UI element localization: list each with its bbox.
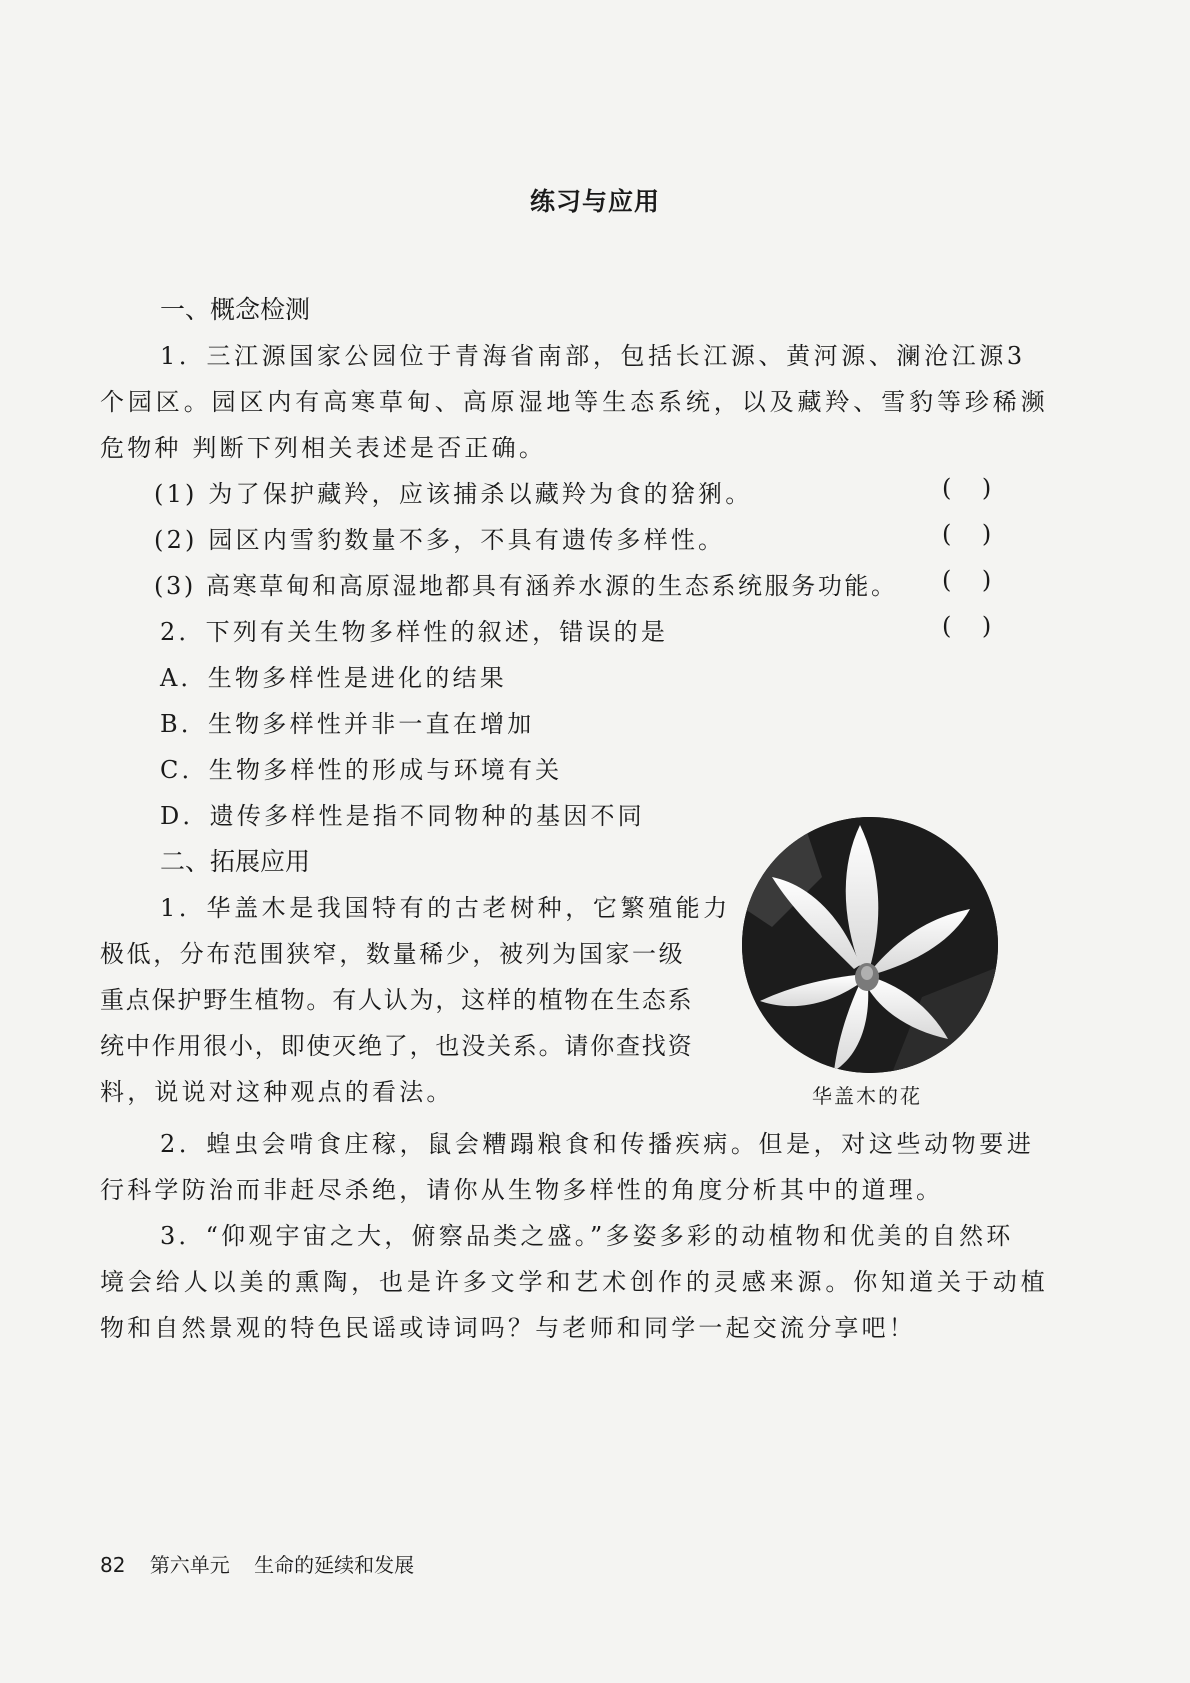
page-title: 练习与应用 <box>529 187 660 216</box>
unit-label: 第六单元 <box>149 1553 230 1577</box>
e3-line-2: 境会给人以美的熏陶，也是许多文学和艺术创作的灵感来源。你知道关于动植 <box>100 1268 1049 1296</box>
photo-caption: 华盖木的花 <box>812 1084 922 1108</box>
e3-line-1: 3．“仰观宇宙之大，俯察品类之盛。”多姿多彩的动植物和优美的自然环 <box>160 1222 1014 1250</box>
q1-line-1: 1．三江源国家公园位于青海省南部，包括长江源、黄河源、澜沧江源3 <box>160 342 1026 370</box>
section-heading-extension: 二、拓展应用 <box>160 847 311 876</box>
q1-item-1: (1) 为了保护藏羚，应该捕杀以藏羚为食的猞猁。 <box>154 480 753 508</box>
page-number: 82 <box>100 1553 126 1577</box>
q1-item-2: (2) 园区内雪豹数量不多，不具有遗传多样性。 <box>154 526 726 554</box>
q1-line-2: 个园区。园区内有高寒草甸、高原湿地等生态系统，以及藏羚、雪豹等珍稀濒 <box>100 388 1049 416</box>
e1-line-2: 极低，分布范围狭窄，数量稀少，被列为国家一级 <box>100 940 686 968</box>
page-footer <box>100 1549 414 1578</box>
q2-option-a: A．生物多样性是进化的结果 <box>160 664 507 692</box>
q2-option-d: D．遗传多样性是指不同物种的基因不同 <box>160 802 645 830</box>
answer-paren-1[interactable]: ( ) <box>942 474 992 502</box>
e1-line-1: 1．华盖木是我国特有的古老树种，它繁殖能力 <box>160 894 731 922</box>
section-heading-concept-check: 一、概念检测 <box>160 295 311 324</box>
e2-line-2: 行科学防治而非赶尽杀绝，请你从生物多样性的角度分析其中的道理。 <box>100 1176 944 1204</box>
e1-line-4: 统中作用很小，即使灭绝了，也没关系。请你查找资 <box>100 1032 694 1060</box>
answer-paren-q2[interactable]: ( ) <box>942 612 992 640</box>
q2-stem: 2．下列有关生物多样性的叙述，错误的是 <box>160 618 669 646</box>
q1-item-3: (3) 高寒草甸和高原湿地都具有涵养水源的生态系统服务功能。 <box>154 572 898 600</box>
q2-option-c: C．生物多样性的形成与环境有关 <box>160 756 563 784</box>
q1-line-3: 危物种 判断下列相关表述是否正确。 <box>100 434 547 462</box>
e1-line-3: 重点保护野生植物。有人认为，这样的植物在生态系 <box>100 986 694 1014</box>
flower-illustration <box>742 817 998 1073</box>
magnolia-flower-photo <box>742 817 998 1073</box>
e3-line-3: 物和自然景观的特色民谣或诗词吗？与老师和同学一起交流分享吧！ <box>100 1314 916 1342</box>
answer-paren-3[interactable]: ( ) <box>942 566 992 594</box>
e2-line-1: 2．蝗虫会啃食庄稼，鼠会糟蹋粮食和传播疾病。但是，对这些动物要进 <box>160 1130 1035 1158</box>
unit-title: 生命的延续和发展 <box>254 1553 415 1577</box>
answer-paren-2[interactable]: ( ) <box>942 520 992 548</box>
q2-option-b: B．生物多样性并非一直在增加 <box>160 710 535 738</box>
e1-line-5: 料，说说对这种观点的看法。 <box>100 1078 454 1106</box>
